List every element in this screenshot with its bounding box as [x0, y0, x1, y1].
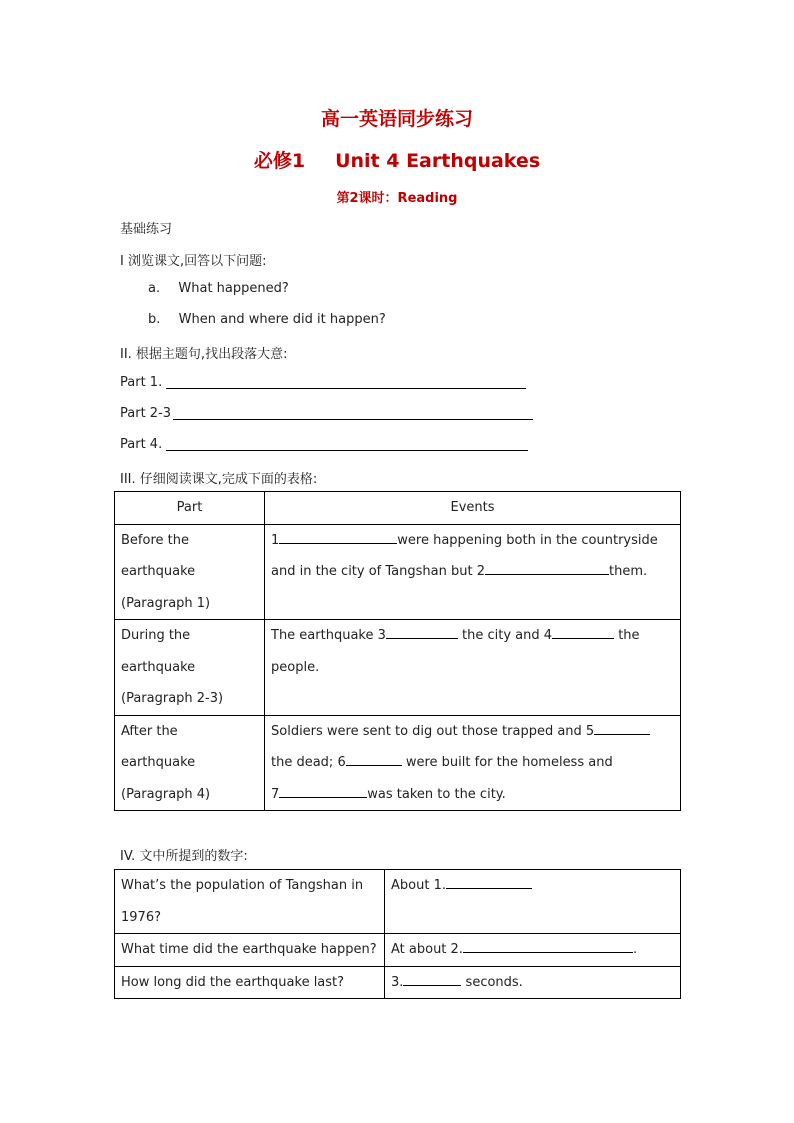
q2-part-1 — [120, 375, 162, 390]
section-basic-heading: 基础练习 — [120, 222, 173, 237]
question-cell — [115, 966, 385, 999]
q1-item-b — [148, 312, 386, 327]
unit-title — [0, 146, 794, 173]
q4-heading: IV. 文中所提到的数字: — [120, 849, 248, 864]
events-text: them. — [608, 564, 648, 579]
answer-suffix: seconds. — [465, 974, 523, 990]
events-text: people. — [271, 659, 320, 675]
part-line: earthquake — [121, 755, 196, 770]
blank-3[interactable] — [386, 625, 458, 639]
events-text: were built for the homeless and — [405, 755, 613, 770]
events-table — [114, 491, 681, 811]
answer-prefix: 3. — [391, 974, 404, 990]
unit-label: Unit 4 Earthquakes — [335, 150, 541, 172]
answer-cell — [385, 934, 681, 967]
blank-6[interactable] — [346, 752, 402, 766]
part-line: During the — [121, 628, 191, 643]
blank-4[interactable] — [552, 625, 614, 639]
table-row — [115, 870, 681, 934]
part-line: earthquake — [121, 564, 196, 579]
events-text: and in the city of Tangshan but 2 — [271, 564, 485, 579]
events-cell — [265, 524, 681, 620]
events-text: the dead; 6 — [271, 755, 346, 770]
q2-part-1-label: Part 1. — [120, 375, 163, 390]
part-line: After the — [121, 723, 178, 739]
question-line: What’s the population of Tangshan in — [121, 878, 364, 893]
q1-item-a-marker: a. — [148, 281, 161, 296]
q2-part-2 — [120, 406, 171, 421]
question-line: 1976? — [121, 909, 161, 925]
events-cell — [265, 715, 681, 811]
q1-heading: I 浏览课文,回答以下问题: — [120, 254, 267, 269]
part-line: (Paragraph 1) — [121, 595, 211, 611]
question-line: How long did the earthquake last? — [121, 974, 345, 990]
part-line: earthquake — [121, 659, 196, 675]
events-text: was taken to the city. — [367, 786, 506, 802]
events-text: the — [618, 628, 640, 643]
question-line: What time did the earthquake happen? — [121, 942, 377, 957]
q2-part-2-label: Part 2-3 — [120, 406, 172, 421]
q3-heading: III. 仔细阅读课文,完成下面的表格: — [120, 472, 318, 487]
part-line: (Paragraph 4) — [121, 786, 211, 802]
table-row — [115, 620, 681, 716]
events-cell — [265, 620, 681, 716]
answer-suffix: . — [632, 942, 638, 957]
q2-heading: II. 根据主题句,找出段落大意: — [120, 347, 288, 362]
q2-part-3 — [120, 437, 162, 452]
answer-blank-2[interactable] — [463, 939, 633, 953]
part-line: (Paragraph 2-3) — [121, 691, 224, 706]
q1-item-b-text: When and where did it happen? — [178, 312, 386, 327]
numbers-table — [114, 869, 681, 999]
blank-5[interactable] — [594, 721, 650, 735]
part-cell — [115, 620, 265, 716]
book-label: 必修1 — [253, 150, 306, 172]
question-cell — [115, 934, 385, 967]
table-row — [115, 715, 681, 811]
q2-part-2-blank[interactable] — [173, 419, 533, 420]
col-header-part: Part — [115, 492, 265, 525]
blank-number: 1 — [271, 532, 280, 548]
blank-1[interactable] — [279, 530, 397, 544]
answer-prefix: At about 2. — [391, 942, 463, 957]
table-row — [115, 934, 681, 967]
events-text: the city and 4 — [462, 628, 553, 643]
blank-2[interactable] — [485, 561, 609, 575]
question-cell — [115, 870, 385, 934]
answer-blank-1[interactable] — [446, 875, 532, 889]
table-row — [115, 966, 681, 999]
table-header-row — [115, 492, 681, 525]
q2-part-1-blank[interactable] — [166, 388, 526, 389]
answer-prefix: About 1. — [391, 878, 446, 893]
q2-part-3-blank[interactable] — [166, 450, 528, 451]
part-cell — [115, 524, 265, 620]
table-row — [115, 524, 681, 620]
answer-cell — [385, 966, 681, 999]
q1-item-a — [148, 281, 289, 296]
lesson-title: 第2课时：Reading — [336, 191, 458, 206]
page-title: 高一英语同步练习 — [320, 108, 473, 130]
answer-cell — [385, 870, 681, 934]
q1-item-a-text: What happened? — [178, 281, 289, 296]
q2-part-3-label: Part 4. — [120, 437, 163, 452]
part-cell — [115, 715, 265, 811]
blank-number: 7 — [271, 786, 280, 802]
events-text: were happening both in the countryside — [397, 532, 658, 548]
q1-item-b-marker: b. — [148, 312, 161, 327]
answer-blank-3[interactable] — [403, 972, 461, 986]
events-text: The earthquake 3 — [271, 628, 386, 643]
part-line: Before the — [121, 532, 189, 548]
blank-7[interactable] — [279, 784, 367, 798]
events-text: Soldiers were sent to dig out those trapped and 5 — [271, 723, 595, 739]
col-header-events: Events — [265, 492, 681, 525]
